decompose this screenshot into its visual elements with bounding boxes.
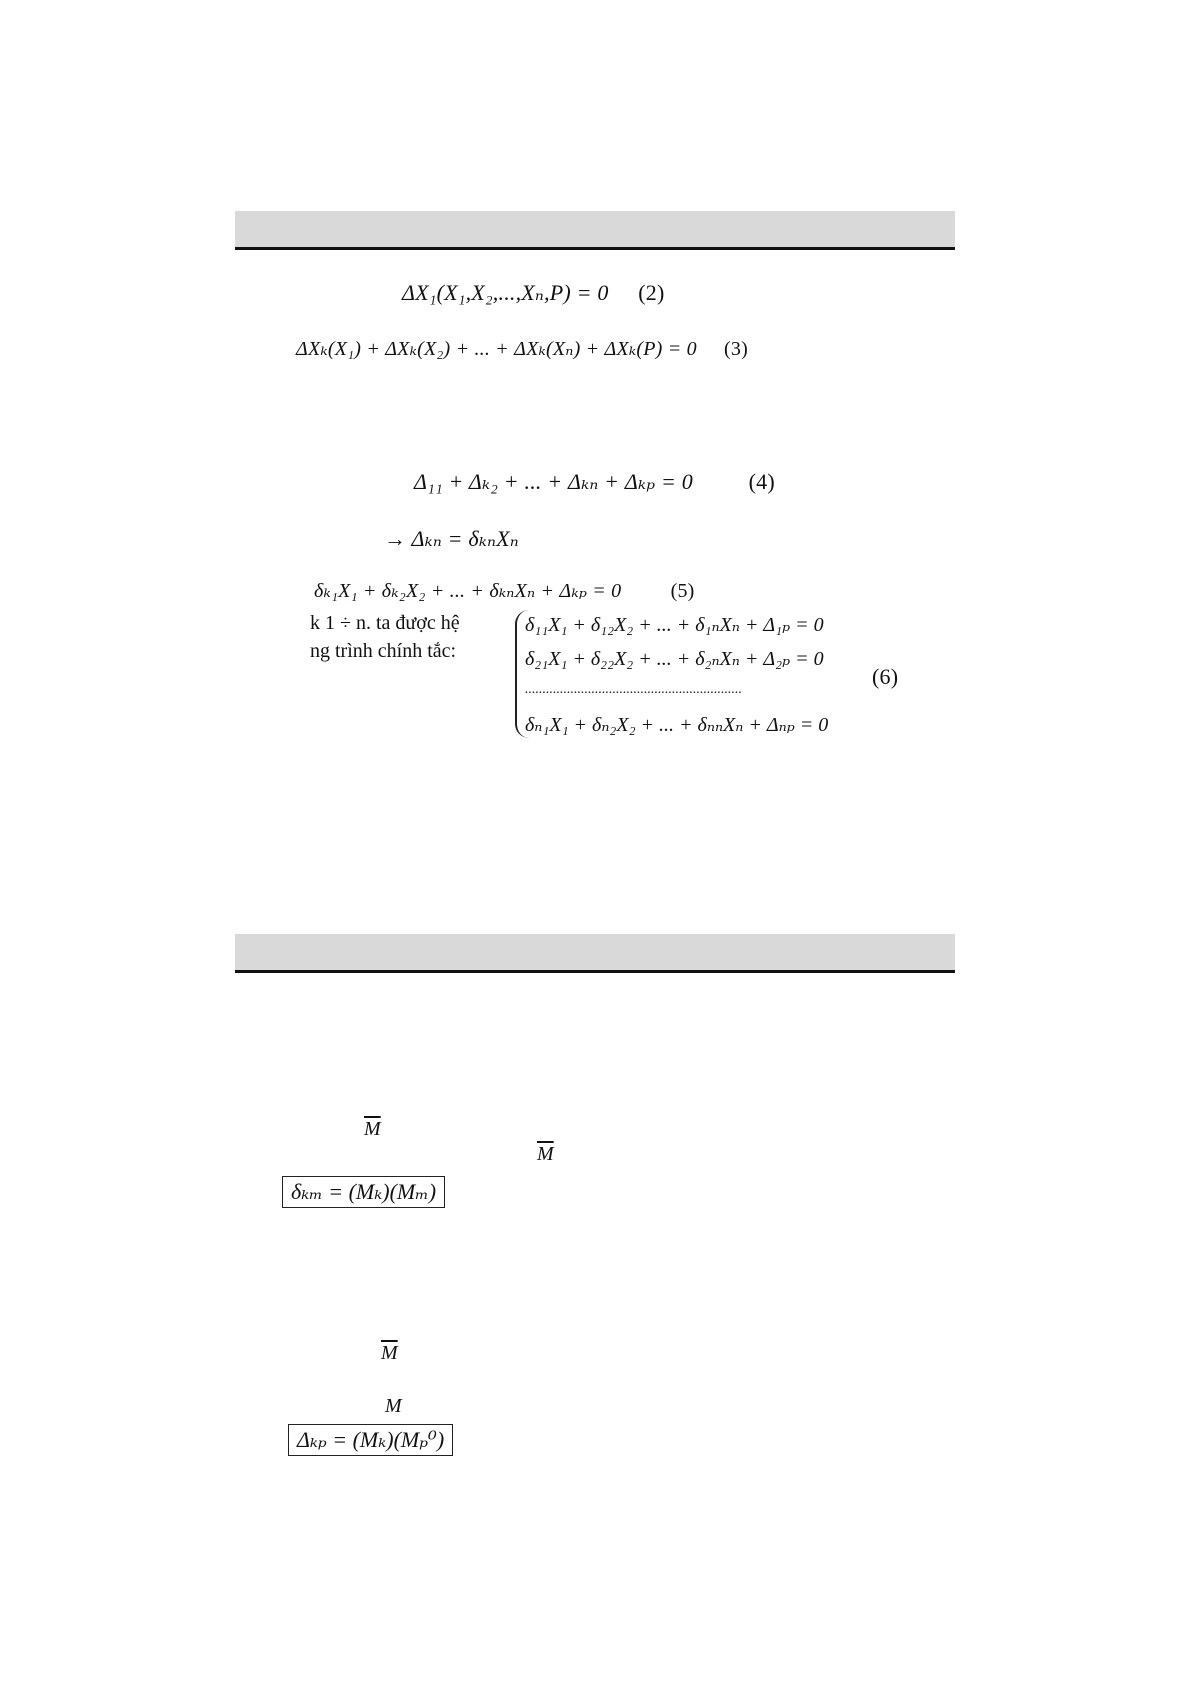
equation-2-body: ΔX₁(X₁,X₂,...,Xₙ,P) = 0 bbox=[402, 280, 609, 305]
boxed-formula-delta-km: δₖₘ = (Mₖ)(Mₘ) bbox=[282, 1176, 445, 1208]
system-row-4: δₙ₁X₁ + δₙ₂X₂ + ... + δₙₙXₙ + Δₙₚ = 0 bbox=[525, 714, 829, 736]
equation-4-number: (4) bbox=[748, 469, 775, 494]
body-text-line-2: ng trình chính tắc: bbox=[310, 640, 457, 662]
m-symbol: M bbox=[385, 1395, 402, 1417]
arrow-equation bbox=[384, 526, 519, 552]
m-bar-symbol-2: $\overline{M}$ bbox=[537, 1143, 554, 1165]
equation-5-body: δₖ₁X₁ + δₖ₂X₂ + ... + δₖₙXₙ + Δₖₚ = 0 bbox=[314, 580, 622, 602]
equation-3 bbox=[296, 336, 748, 361]
equation-2 bbox=[402, 280, 665, 306]
equation-6-number: (6) bbox=[872, 664, 899, 689]
system-row-2: δ₂₁X₁ + δ₂₂X₂ + ... + δ₂ₙXₙ + Δ₂ₚ = 0 bbox=[525, 648, 824, 670]
arrow-equation-body: → Δₖₙ = δₖₙXₙ bbox=[384, 526, 519, 551]
section-header-band-1 bbox=[235, 211, 955, 250]
m-bar-symbol-1: $\overline{M}$ bbox=[364, 1118, 381, 1140]
m-bar-symbol-3: $\overline{M}$ bbox=[381, 1342, 398, 1364]
boxed-formula-delta-kp: Δₖₚ = (Mₖ)(Mₚ⁰) bbox=[288, 1424, 453, 1456]
system-row-3: .............................................................. bbox=[525, 682, 742, 697]
body-text-line-1: k 1 ÷ n. ta được hệ bbox=[310, 612, 460, 634]
equation-3-number: (3) bbox=[724, 338, 748, 360]
equation-5 bbox=[314, 578, 695, 603]
equation-system-6 bbox=[515, 610, 837, 738]
equation-3-body: ΔXₖ(X₁) + ΔXₖ(X₂) + ... + ΔXₖ(Xₙ) + ΔXₖ(P) = 0 bbox=[296, 338, 697, 360]
section-header-band-2 bbox=[235, 934, 955, 973]
equation-2-number: (2) bbox=[638, 280, 665, 305]
equation-5-number: (5) bbox=[670, 580, 695, 602]
equation-4-body: Δ₁₁ + Δₖ₂ + ... + Δₖₙ + Δₖₚ = 0 bbox=[414, 469, 693, 494]
system-row-1: δ₁₁X₁ + δ₁₂X₂ + ... + δ₁ₙXₙ + Δ₁ₚ = 0 bbox=[525, 614, 824, 636]
equation-4 bbox=[414, 469, 775, 495]
